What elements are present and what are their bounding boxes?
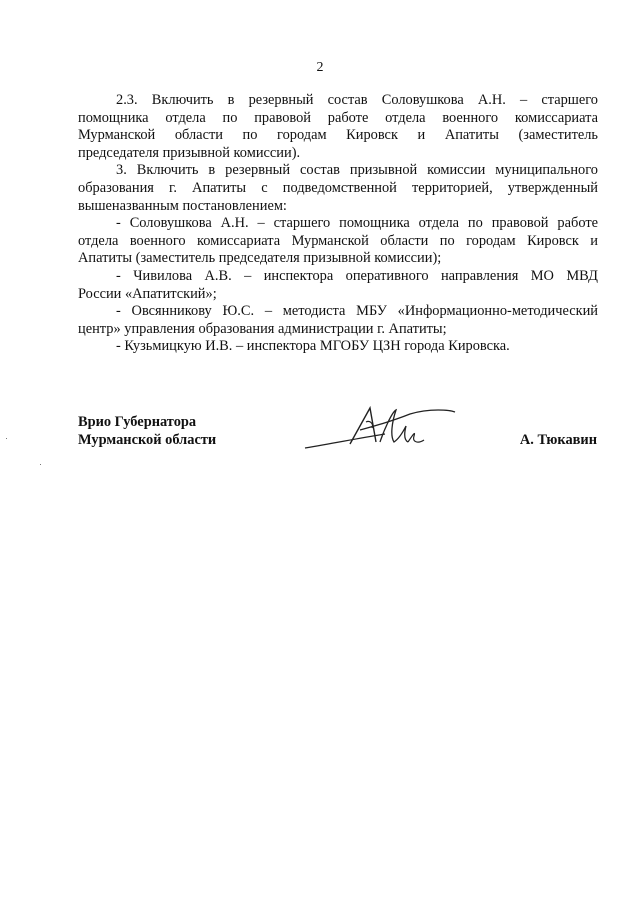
text-line: Апатиты (заместитель председателя призывной комиссии); bbox=[78, 250, 442, 267]
scan-artifact bbox=[6, 438, 7, 439]
text-line: - Чивилова А.В. – инспектора оперативного направления МО МВД bbox=[116, 267, 598, 284]
scan-artifact bbox=[40, 464, 41, 465]
text-line: - Кузьмицкую И.В. – инспектора МГОБУ ЦЗН города Кировска. bbox=[116, 338, 510, 355]
text-line: вышеназванным постановлением: bbox=[78, 197, 287, 214]
document-body bbox=[78, 92, 598, 356]
text-line: 2.3. Включить в резервный состав Соловушкова А.Н. – старшего bbox=[116, 92, 598, 108]
signatory-title-line: Врио Губернатора bbox=[78, 414, 197, 430]
handwritten-signature bbox=[300, 400, 460, 460]
list-item bbox=[78, 268, 598, 303]
text-line: образования г. Апатиты с подведомственной территорией, утвержденный bbox=[78, 179, 598, 196]
paragraph-3 bbox=[78, 162, 598, 215]
paragraph-2-3 bbox=[78, 92, 598, 162]
text-line: 3. Включить в резервный состав призывной комиссии муниципального bbox=[116, 162, 598, 179]
signatory-title-line: Мурманской области bbox=[78, 432, 217, 448]
signatory-name: А. Тюкавин bbox=[519, 432, 597, 448]
signatory-title bbox=[78, 413, 216, 449]
list-item bbox=[78, 303, 598, 338]
list-item bbox=[78, 215, 598, 268]
text-line: отдела военного комиссариата Мурманской области по городам Кировск и bbox=[78, 232, 598, 249]
page-number: 2 bbox=[316, 60, 324, 75]
text-line: - Овсянникову Ю.С. – методиста МБУ «Информационно-методический bbox=[116, 303, 598, 320]
text-line: помощника отдела по правовой работе отдела военного комиссариата bbox=[78, 109, 598, 126]
text-line: России «Апатитский»; bbox=[78, 285, 217, 302]
list-item bbox=[78, 338, 598, 356]
text-line: - Соловушкова А.Н. – старшего помощника отдела по правовой работе bbox=[116, 215, 598, 232]
text-line: центр» управления образования администрации г. Апатиты; bbox=[78, 320, 447, 337]
text-line: председателя призывной комиссии). bbox=[78, 144, 301, 161]
text-line: Мурманской области по городам Кировск и Апатиты (заместитель bbox=[78, 127, 598, 144]
